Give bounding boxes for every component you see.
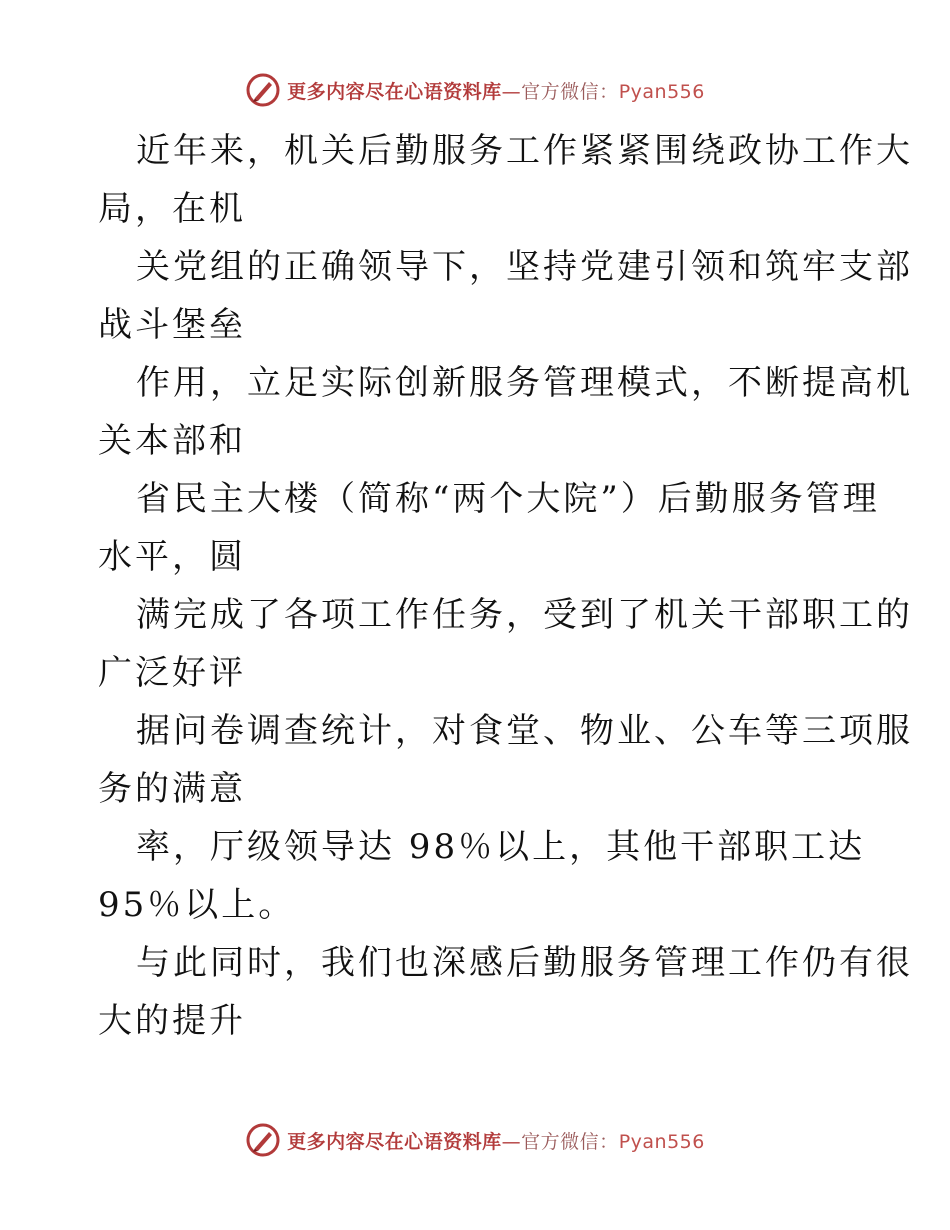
- watermark-text: [287, 1127, 705, 1154]
- text-line: 近年来，机关后勤服务工作紧紧围绕政协工作大: [136, 131, 913, 171]
- text-line: 与此同时，我们也深感后勤服务管理工作仍有很: [136, 943, 913, 983]
- text-line: 水平，圆: [98, 537, 246, 577]
- text-line: 关党组的正确领导下，坚持党建引领和筑牢支部: [136, 247, 913, 287]
- watermark-site-text: 更多内容尽在心语资料库: [287, 1130, 502, 1153]
- watermark-dash: —: [501, 80, 522, 103]
- text-line: 战斗堡垒: [98, 305, 246, 345]
- text-line: 率，厅级领导达 98％以上，其他干部职工达: [136, 827, 866, 867]
- watermark-wechat-id: Pyan556: [618, 80, 705, 103]
- pen-logo-icon: [245, 72, 281, 108]
- document-body: [98, 122, 913, 1050]
- text-line: 广泛好评: [98, 653, 246, 693]
- text-line: 关本部和: [98, 421, 246, 461]
- watermark-site-text: 更多内容尽在心语资料库: [287, 80, 502, 103]
- watermark-wechat-label: 官方微信：: [521, 80, 619, 103]
- watermark-wechat-label: 官方微信：: [521, 1130, 619, 1153]
- footer-watermark: [0, 1120, 950, 1160]
- watermark-text: [287, 77, 705, 104]
- text-line: 省民主大楼（简称“两个大院”）后勤服务管理: [136, 479, 880, 519]
- text-line: 局，在机: [98, 189, 246, 229]
- header-watermark: [0, 70, 950, 110]
- text-line: 据问卷调查统计，对食堂、物业、公车等三项服: [136, 711, 913, 751]
- text-line: 务的满意: [98, 769, 246, 809]
- text-line: 95％以上。: [98, 885, 296, 925]
- pen-logo-icon: [245, 1122, 281, 1158]
- text-line: 大的提升: [98, 1001, 246, 1041]
- text-line: 作用，立足实际创新服务管理模式，不断提高机: [136, 363, 913, 403]
- watermark-dash: —: [501, 1130, 522, 1153]
- text-line: 满完成了各项工作任务，受到了机关干部职工的: [136, 595, 913, 635]
- watermark-wechat-id: Pyan556: [618, 1130, 705, 1153]
